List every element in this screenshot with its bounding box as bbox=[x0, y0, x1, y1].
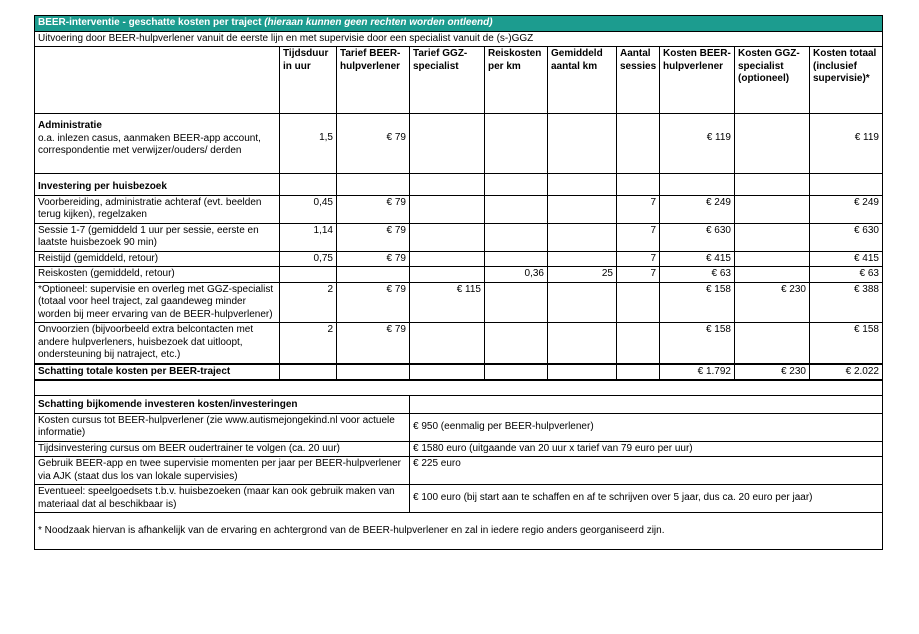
table-cell bbox=[548, 282, 617, 323]
row-desc: *Optioneel: supervisie en overleg met GGZ-specialist (totaal voor heel traject, zal gaandeweg minder worden bij meer ervaring van de BEER-hulpverlener) bbox=[35, 282, 280, 323]
cost-table bbox=[34, 15, 883, 550]
header-cell: Tarief GGZ-specialist bbox=[410, 47, 485, 114]
row-desc: Sessie 1-7 (gemiddeld 1 uur per sessie, eerste en laatste huisbezoek 90 min) bbox=[35, 223, 280, 251]
table-cell bbox=[280, 267, 337, 283]
table-row bbox=[35, 251, 883, 267]
table-cell bbox=[485, 251, 548, 267]
header-blank bbox=[35, 47, 280, 114]
header-cell: Kosten BEER-hulpverlener bbox=[660, 47, 735, 114]
additional-desc: Kosten cursus tot BEER-hulpverlener (zie www.autismejongekind.nl voor actuele informatie) bbox=[35, 413, 410, 441]
table-cell bbox=[548, 323, 617, 364]
section-heading-admin: Administratie bbox=[38, 120, 102, 131]
table-cell bbox=[410, 267, 485, 283]
table-cell bbox=[410, 251, 485, 267]
title-disclaimer: (hieraan kunnen geen rechten worden ontleend) bbox=[264, 17, 493, 28]
table-cell: 7 bbox=[617, 251, 660, 267]
total-row bbox=[35, 364, 883, 381]
subtitle-row bbox=[35, 31, 883, 47]
table-cell: € 630 bbox=[810, 223, 883, 251]
table-cell: € 415 bbox=[660, 251, 735, 267]
table-cell bbox=[735, 267, 810, 283]
header-cell: Tijdsduur in uur bbox=[280, 47, 337, 114]
footnote: * Noodzaak hiervan is afhankelijk van de ervaring en achtergrond van de BEER-hulpverlener en zal in iedere regio anders georganiseerd zijn. bbox=[35, 513, 883, 550]
title-row bbox=[35, 16, 883, 32]
table-cell: € 63 bbox=[660, 267, 735, 283]
header-cell: Gemiddeld aantal km bbox=[548, 47, 617, 114]
table-cell: € 230 bbox=[735, 282, 810, 323]
total-beer: € 1.792 bbox=[660, 364, 735, 381]
section-heading-invest: Investering per huisbezoek bbox=[35, 174, 280, 196]
table-row bbox=[35, 114, 883, 174]
table-cell: € 249 bbox=[810, 195, 883, 223]
row-desc bbox=[35, 114, 280, 174]
section-row bbox=[35, 174, 883, 196]
header-cell: Tarief BEER-hulpverlener bbox=[337, 47, 410, 114]
table-cell: € 79 bbox=[337, 282, 410, 323]
header-cell: Aantal sessies bbox=[617, 47, 660, 114]
table-cell: 1,14 bbox=[280, 223, 337, 251]
table-cell: € 249 bbox=[660, 195, 735, 223]
table-cell bbox=[485, 323, 548, 364]
table-row bbox=[35, 195, 883, 223]
table-cell: € 79 bbox=[337, 223, 410, 251]
header-cell: Kosten totaal (inclusief supervisie)* bbox=[810, 47, 883, 114]
table-cell: 0,45 bbox=[280, 195, 337, 223]
title-main: BEER-interventie - geschatte kosten per traject bbox=[38, 17, 265, 28]
table-cell: € 115 bbox=[410, 282, 485, 323]
total-sum: € 2.022 bbox=[810, 364, 883, 381]
table-cell: 7 bbox=[617, 267, 660, 283]
header-cell: Reiskosten per km bbox=[485, 47, 548, 114]
table-cell bbox=[548, 251, 617, 267]
table-row bbox=[35, 441, 883, 457]
table-cell bbox=[410, 323, 485, 364]
additional-value: € 950 (eenmalig per BEER-hulpverlener) bbox=[410, 413, 883, 441]
table-cell: 25 bbox=[548, 267, 617, 283]
table-cell: € 63 bbox=[810, 267, 883, 283]
table-cell: € 79 bbox=[337, 251, 410, 267]
spacer-row bbox=[35, 380, 883, 396]
table-cell: € 119 bbox=[810, 114, 883, 174]
additional-value: € 1580 euro (uitgaande van 20 uur x tarief van 79 euro per uur) bbox=[410, 441, 883, 457]
table-cell bbox=[617, 323, 660, 364]
sheet-subtitle: Uitvoering door BEER-hulpverlener vanuit de eerste lijn en met supervisie door een specialist vanuit de (s-)GGZ bbox=[35, 31, 883, 47]
additional-desc: Tijdsinvestering cursus om BEER oudertrainer te volgen (ca. 20 uur) bbox=[35, 441, 410, 457]
table-cell bbox=[410, 114, 485, 174]
header-row bbox=[35, 47, 883, 114]
table-cell bbox=[548, 114, 617, 174]
table-cell: € 630 bbox=[660, 223, 735, 251]
table-cell bbox=[735, 251, 810, 267]
table-cell bbox=[617, 114, 660, 174]
header-cell: Kosten GGZ-specialist (optioneel) bbox=[735, 47, 810, 114]
sheet-title bbox=[35, 16, 883, 32]
table-cell bbox=[337, 267, 410, 283]
row-desc: Voorbereiding, administratie achteraf (evt. beelden terug kijken), regelzaken bbox=[35, 195, 280, 223]
table-cell: € 158 bbox=[660, 282, 735, 323]
table-cell: € 158 bbox=[810, 323, 883, 364]
table-row bbox=[35, 485, 883, 513]
table-cell: € 79 bbox=[337, 195, 410, 223]
row-desc: Reiskosten (gemiddeld, retour) bbox=[35, 267, 280, 283]
table-row bbox=[35, 223, 883, 251]
table-cell: € 158 bbox=[660, 323, 735, 364]
total-label: Schatting totale kosten per BEER-traject bbox=[35, 364, 280, 381]
table-cell: € 415 bbox=[810, 251, 883, 267]
additional-heading-row bbox=[35, 396, 883, 414]
additional-desc: Gebruik BEER-app en twee supervisie momenten per jaar per BEER-hulpverlener via AJK (staat dus los van lokale supervisies) bbox=[35, 457, 410, 485]
table-cell: 1,5 bbox=[280, 114, 337, 174]
additional-heading-value bbox=[410, 396, 883, 414]
table-cell: 2 bbox=[280, 323, 337, 364]
table-cell bbox=[617, 282, 660, 323]
row-desc: Onvoorzien (bijvoorbeeld extra belcontacten met andere hulpverleners, huisbezoek dat uitloopt, ondersteuning bij natraject, etc.) bbox=[35, 323, 280, 364]
table-cell: 0,36 bbox=[485, 267, 548, 283]
table-cell: 2 bbox=[280, 282, 337, 323]
table-cell bbox=[548, 195, 617, 223]
additional-value: € 100 euro (bij start aan te schaffen en af te schrijven over 5 jaar, dus ca. 20 euro per jaar) bbox=[410, 485, 883, 513]
table-row bbox=[35, 457, 883, 485]
table-cell: € 79 bbox=[337, 323, 410, 364]
table-cell bbox=[410, 223, 485, 251]
table-cell bbox=[735, 195, 810, 223]
table-cell bbox=[735, 223, 810, 251]
additional-desc: Eventueel: speelgoedsets t.b.v. huisbezoeken (maar kan ook gebruik maken van materiaal dat al beschikbaar is) bbox=[35, 485, 410, 513]
table-cell: € 119 bbox=[660, 114, 735, 174]
table-row bbox=[35, 282, 883, 323]
table-row bbox=[35, 413, 883, 441]
table-cell bbox=[485, 223, 548, 251]
table-cell bbox=[410, 195, 485, 223]
table-cell: € 388 bbox=[810, 282, 883, 323]
table-cell bbox=[485, 282, 548, 323]
row-desc: Reistijd (gemiddeld, retour) bbox=[35, 251, 280, 267]
additional-value: € 225 euro bbox=[410, 457, 883, 485]
table-cell: 7 bbox=[617, 223, 660, 251]
table-cell: 7 bbox=[617, 195, 660, 223]
table-cell: € 79 bbox=[337, 114, 410, 174]
admin-desc: o.a. inlezen casus, aanmaken BEER-app account, correspondentie met verwijzer/ouders/ derden bbox=[38, 132, 261, 156]
table-row bbox=[35, 267, 883, 283]
table-cell bbox=[548, 223, 617, 251]
table-cell bbox=[735, 114, 810, 174]
table-cell bbox=[485, 195, 548, 223]
footnote-row bbox=[35, 513, 883, 550]
cost-sheet bbox=[34, 15, 882, 550]
table-row bbox=[35, 323, 883, 364]
table-cell bbox=[735, 323, 810, 364]
table-cell bbox=[485, 114, 548, 174]
table-cell: 0,75 bbox=[280, 251, 337, 267]
total-ggz: € 230 bbox=[735, 364, 810, 381]
additional-heading: Schatting bijkomende investeren kosten/investeringen bbox=[35, 396, 410, 414]
